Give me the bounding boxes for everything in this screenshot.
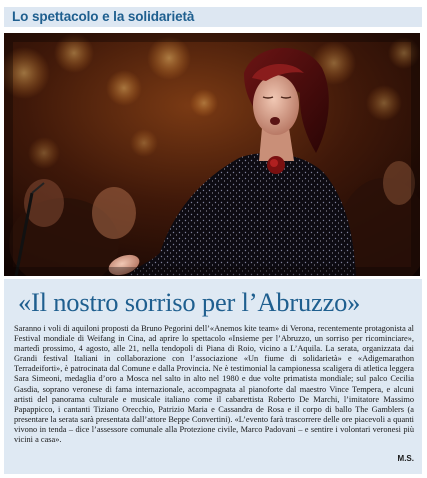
- article-photo: [4, 33, 420, 276]
- article-byline: M.S.: [397, 454, 414, 463]
- section-title: Lo spettacolo e la solidarietà: [12, 9, 195, 24]
- article-box: [4, 279, 422, 474]
- section-header: [4, 7, 422, 27]
- article-headline: «Il nostro sorriso per l’Abruzzo»: [18, 287, 361, 317]
- article-body: Saranno i voli di aquiloni proposti da Bruno Pegorini dell’«Anemos kite team» di Verona, recentemente protagonista al Festival mondiale di Weifang in Cina, ad aprire lo spettacolo «Insieme per l’Abruzzo, un sorriso per ricominciare», martedì prossimo, 4 agosto, alle 21, nella tendopoli di Piana di Roio, vicino a L’Aquila. La serata, organizzata dai Grandi festival Italiani in collaborazione con l’associazione «Un fiume di solidarietà» e «Adigemarathon Terradeiforti», è patrocinata dal Comune e dalla Provincia. Ne è testimonial la campionessa scaligera di atletica leggera Sara Simeoni, medaglia d’oro a Mosca nel salto in alto nel 1980 e due volte primatista mondiale; sul palco Cecilia Gasdia, soprano veronese di fama internazionale, accompagnata al pianoforte dal maestro Vince Tempera, e alcuni artisti del panorama culturale e musicale italiano come il cabarettista Roberto De Marchi, l’imitatore Massimo Papappicco, i cantanti Tiziano Orecchio, Patrizio Maria e Cassandra de Rosa e il corpo di ballo The Gamblers (a presentare la serata sarà presentata dall’attore Beppe Convertini). «L’evento farà trascorrere delle ore piacevoli a quanti vivono in tenda – dice l’assessore comunale alla Protezione civile, Marco Padovani – e sentire i volontari veronesi più vicini a casa».: [14, 324, 414, 445]
